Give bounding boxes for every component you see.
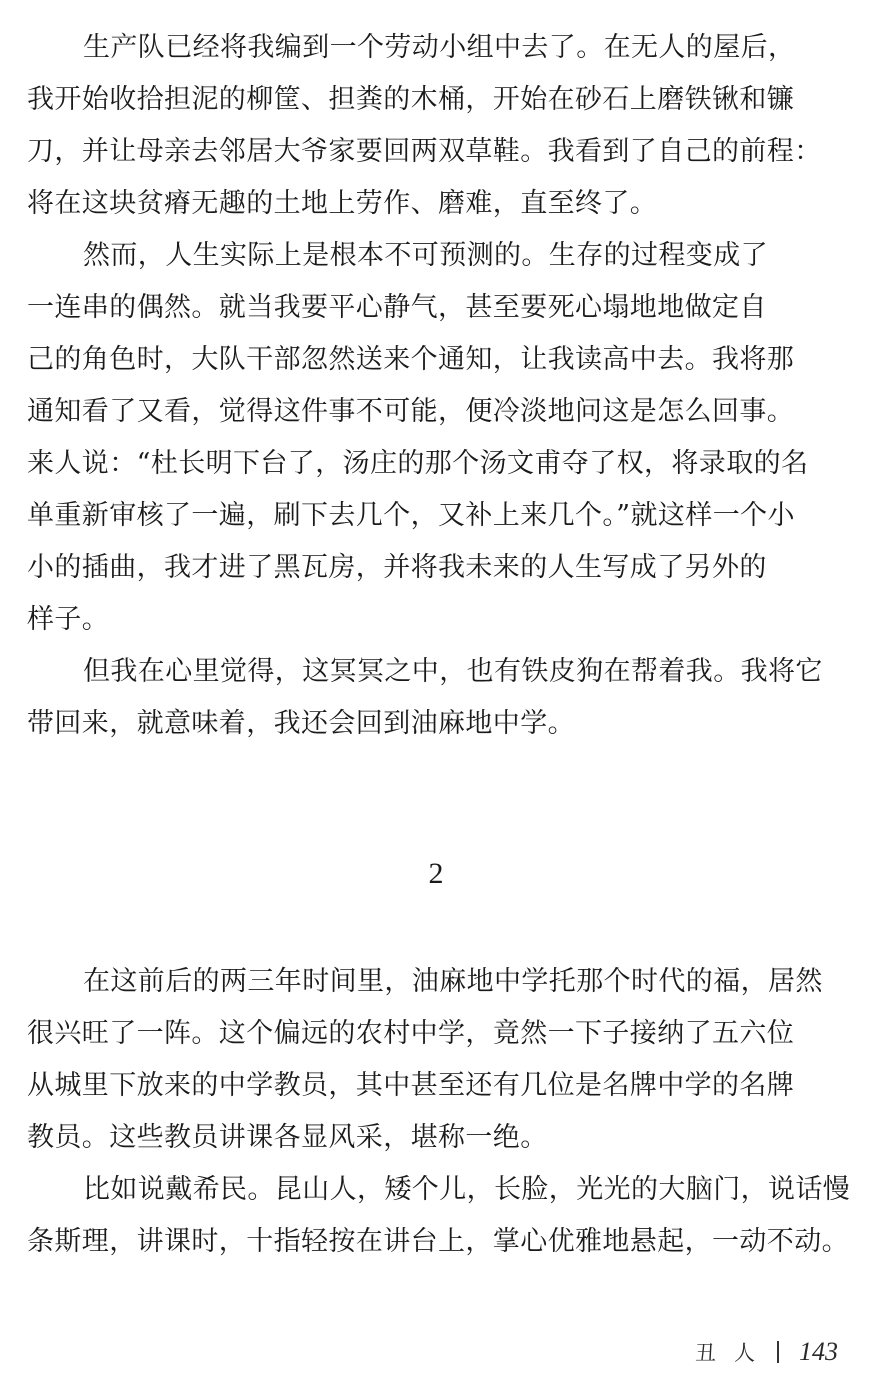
text-line: 在这前后的两三年时间里，油麻地中学托那个时代的福，居然 <box>83 966 823 997</box>
text-line: 很兴旺了一阵。这个偏远的农村中学，竟然一下子接纳了五六位 <box>27 1018 795 1049</box>
text-line: 从城里下放来的中学教员，其中甚至还有几位是名牌中学的名牌 <box>27 1070 795 1101</box>
text-line: 己的角色时，大队干部忽然送来个通知，让我读高中去。我将那 <box>27 344 795 375</box>
text-line: 一连串的偶然。就当我要平心静气，甚至要死心塌地地做定自 <box>27 292 767 323</box>
footer-divider <box>777 1341 779 1363</box>
section-number: 2 <box>428 857 444 890</box>
text-line: 样子。 <box>27 604 110 635</box>
text-line: 然而，人生实际上是根本不可预测的。生存的过程变成了 <box>83 240 768 271</box>
text-line: 我开始收拾担泥的柳筐、担粪的木桶，开始在砂石上磨铁锹和镰 <box>27 84 795 115</box>
running-title: 丑人 <box>695 1341 773 1365</box>
text-line: 带回来，就意味着，我还会回到油麻地中学。 <box>27 708 575 739</box>
text-line: 单重新审核了一遍，刷下去几个，又补上来几个。”就这样一个小 <box>27 500 795 531</box>
text-line: 将在这块贫瘠无趣的土地上劳作、磨难，直至终了。 <box>27 188 658 219</box>
text-line: 来人说：“杜长明下台了，汤庄的那个汤文甫夺了权，将录取的名 <box>27 448 809 479</box>
text-line: 条斯理，讲课时，十指轻按在讲台上，掌心优雅地悬起，一动不动。 <box>27 1226 849 1257</box>
text-line: 比如说戴希民。昆山人，矮个儿，长脸，光光的大脑门，说话慢 <box>83 1174 851 1205</box>
page-number: 143 <box>799 1337 838 1366</box>
text-line: 教员。这些教员讲课各显风采，堪称一绝。 <box>27 1122 548 1153</box>
text-line: 通知看了又看，觉得这件事不可能，便冷淡地问这是怎么回事。 <box>27 396 795 427</box>
page-footer <box>695 1332 838 1372</box>
text-line: 小的插曲，我才进了黑瓦房，并将我未来的人生写成了另外的 <box>27 552 767 583</box>
text-line: 但我在心里觉得，这冥冥之中，也有铁皮狗在帮着我。我将它 <box>83 656 823 687</box>
text-line: 生产队已经将我编到一个劳动小组中去了。在无人的屋后， <box>83 32 796 63</box>
text-line: 刀，并让母亲去邻居大爷家要回两双草鞋。我看到了自己的前程： <box>27 136 822 167</box>
